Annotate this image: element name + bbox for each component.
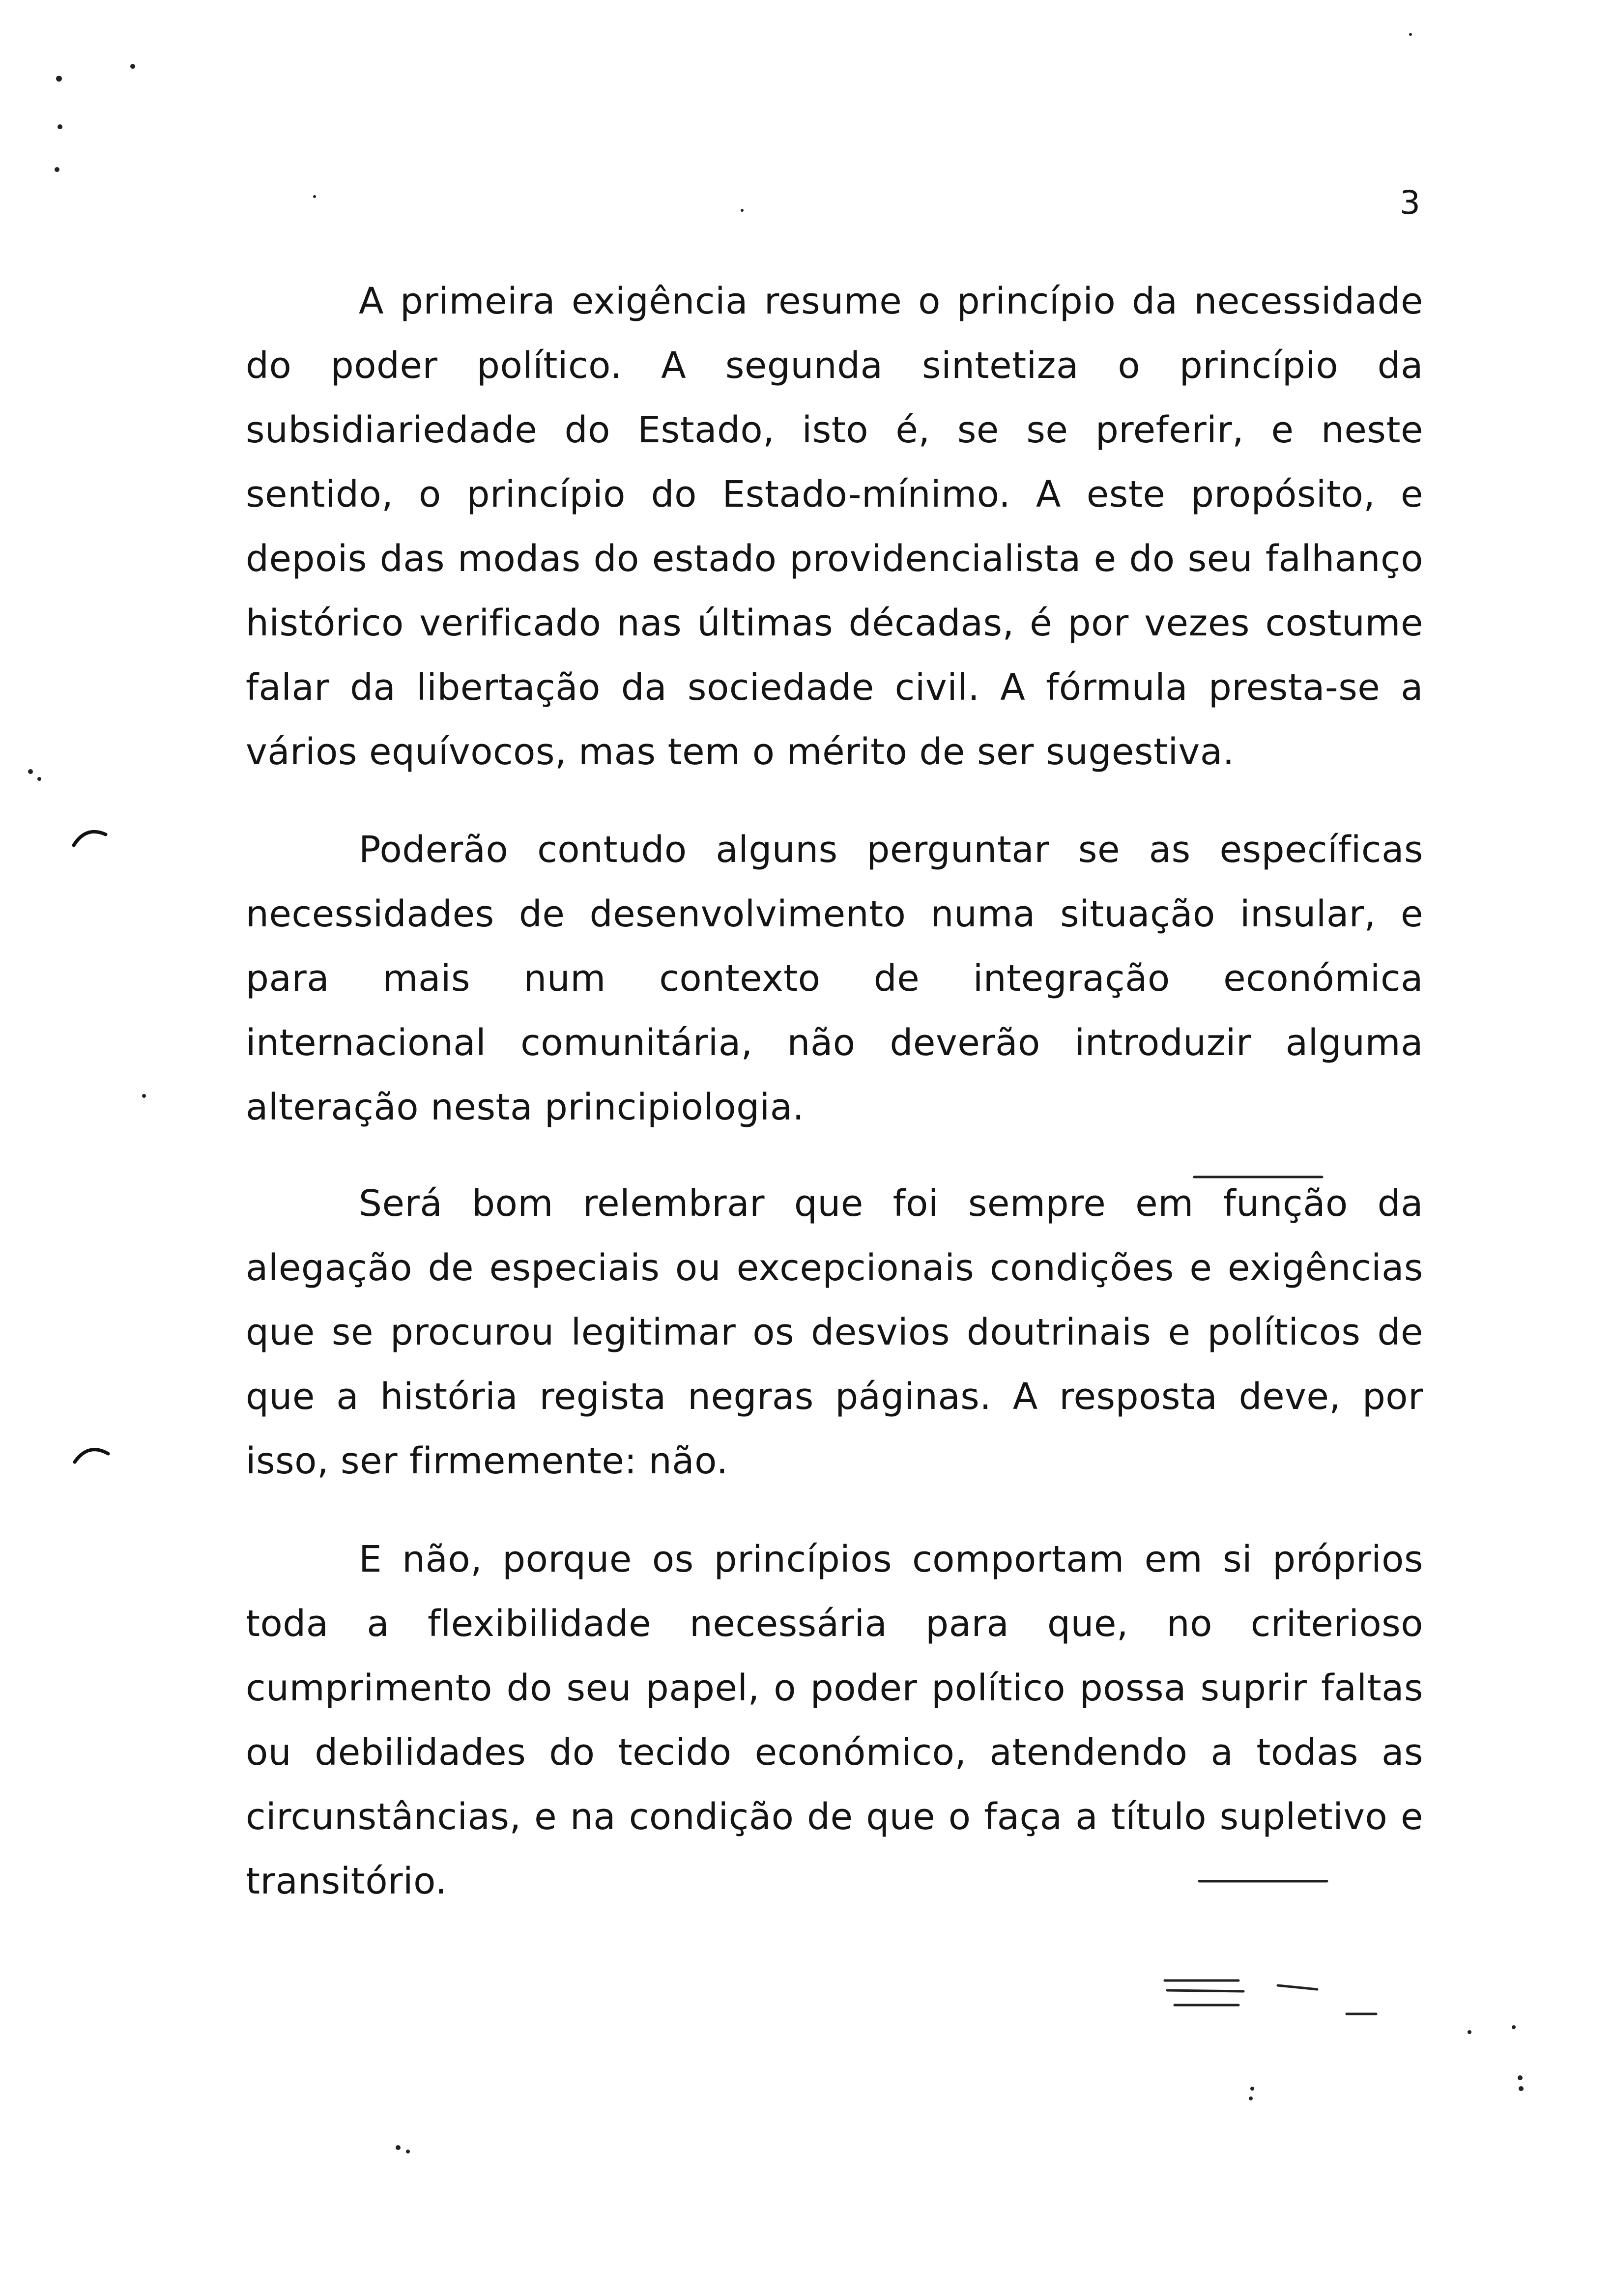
page-number: 3 — [1400, 184, 1420, 222]
pen-underline-strokes — [1165, 1177, 1376, 2014]
paragraph-4: E não, porque os princípios comportam em si próprios toda a flexibilidade necessária para que, no criterioso cumprimento do seu papel, o poder político possa suprir faltas ou debilidades do tecido económico, atendendo a todas as circunstâncias, e na condição de que o faça a título supletivo e transitório. — [246, 1538, 1423, 1902]
margin-specks — [28, 33, 1524, 2153]
punch-hole-mark-lower — [75, 1450, 108, 1462]
paragraph-3: Será bom relembrar que foi sempre em função da alegação de especiais ou excepcionais condições e exigências que se procurou legitimar os desvios doutrinais e políticos de que a história regista negras páginas. A resposta deve, por isso, ser firmemente: não. — [246, 1182, 1423, 1482]
paragraph-2: Poderão contudo alguns perguntar se as específicas necessidades de desenvolvimento numa situação insular, e para mais num contexto de integração económica internacional comunitária, não deverão introduzir alguma alteração nesta principiologia. — [246, 829, 1423, 1128]
paragraph-1: A primeira exigência resume o princípio da necessidade do poder político. A segunda sintetiza o princípio da subsidiariedade do Estado, isto é, se se preferir, e neste sentido, o princípio do Estado-mínimo. A este propósito, e depois das modas do estado providencialista e do seu falhanço histórico verificado nas últimas décadas, é por vezes costume falar da libertação da sociedade civil. A fórmula presta-se a vários equívocos, mas tem o mérito de ser sugestiva. — [246, 280, 1423, 773]
punch-hole-mark-upper — [74, 832, 106, 845]
